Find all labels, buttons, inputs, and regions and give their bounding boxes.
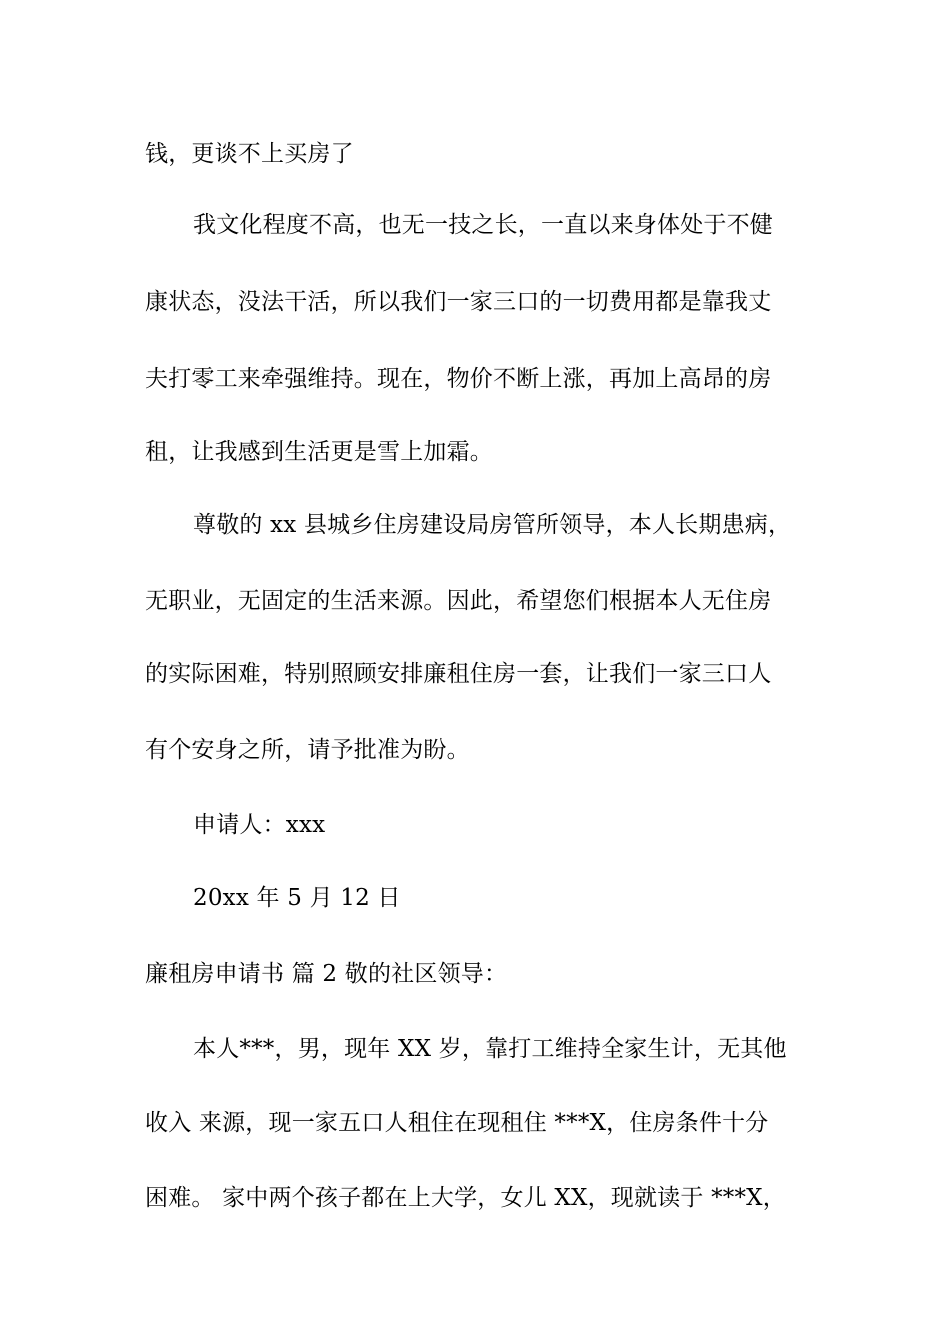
text-line: 的实际困难，特别照顾安排廉租住房一套，让我们一家三口人 xyxy=(145,661,772,687)
text-line: 租，让我感到生活更是雪上加霜。 xyxy=(145,439,493,465)
section-heading: 廉租房申请书 篇 2 敬的社区领导： xyxy=(145,961,508,987)
text-line: 有个安身之所，请予批准为盼。 xyxy=(145,737,470,763)
text-line: 钱，更谈不上买房了 xyxy=(145,141,354,167)
signature-applicant: 申请人：xxx xyxy=(193,812,326,838)
text-line: 无职业，无固定的生活来源。因此，希望您们根据本人无住房 xyxy=(145,588,772,614)
text-line: 本人***，男，现年 XX 岁，靠打工维持全家生计，无其他 xyxy=(193,1036,787,1062)
text-line: 尊敬的 xx 县城乡住房建设局房管所领导，本人长期患病， xyxy=(193,512,792,538)
text-line: 收入 来源，现一家五口人租住在现租住 ***X，住房条件十分 xyxy=(145,1110,769,1136)
text-line: 康状态，没法干活，所以我们一家三口的一切费用都是靠我丈 xyxy=(145,289,772,315)
signature-date: 20xx 年 5 月 12 日 xyxy=(193,885,401,911)
text-line: 夫打零工来牵强维持。现在，物价不断上涨，再加上高昂的房 xyxy=(145,366,772,392)
text-line: 我文化程度不高，也无一技之长，一直以来身体处于不健 xyxy=(193,212,773,238)
text-line: 困难。 家中两个孩子都在上大学，女儿 XX，现就读于 ***X， xyxy=(145,1185,786,1211)
